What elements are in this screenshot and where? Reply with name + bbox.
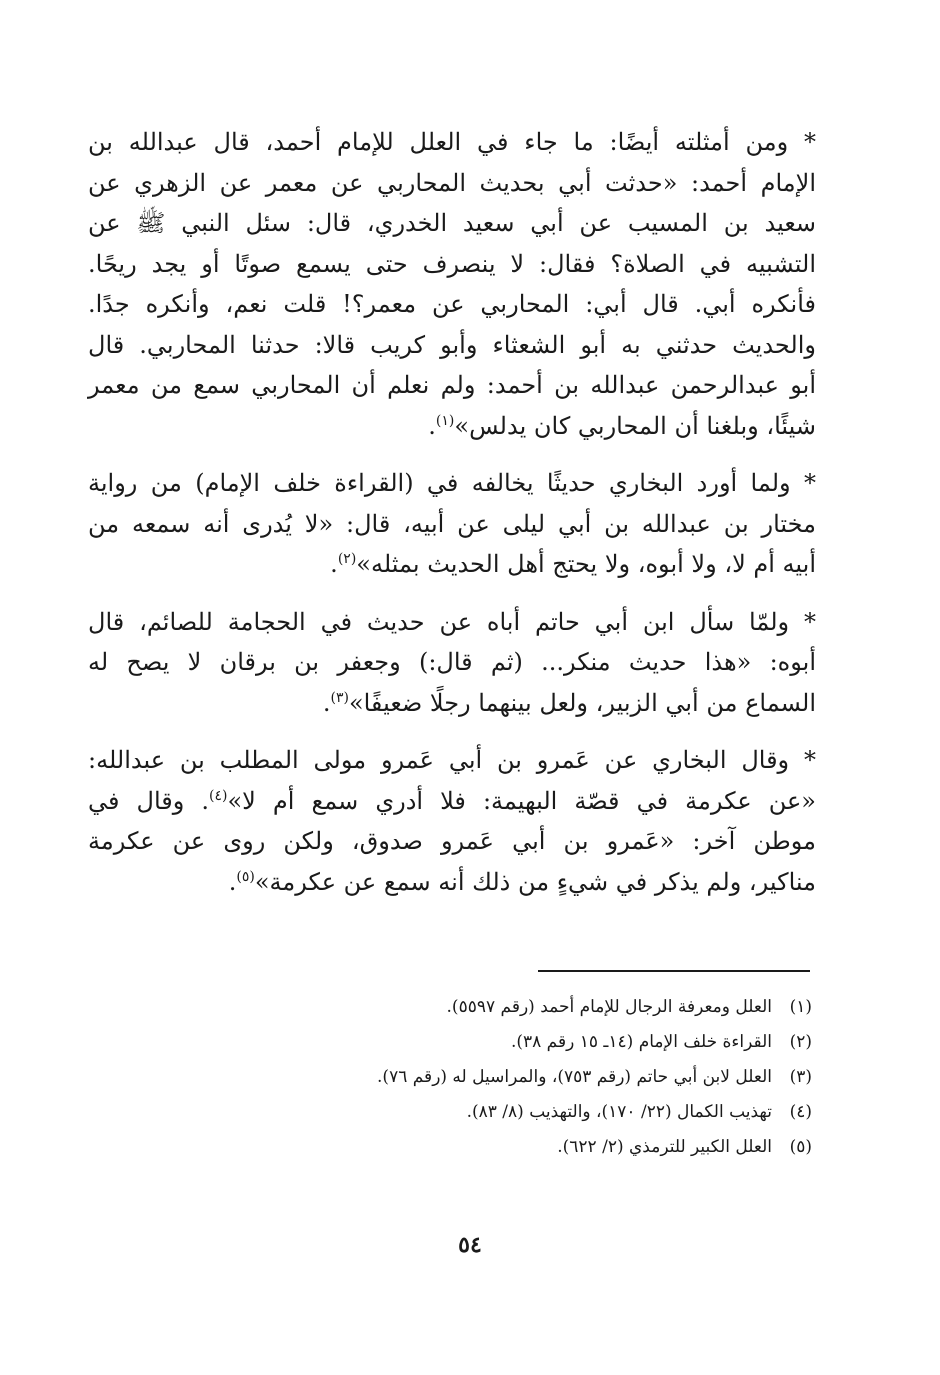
period: . [322, 688, 331, 717]
text-fragment: أبيه أم لا، ولا أبوه، ولا يحتج أهل الحديث بمثله» [356, 550, 816, 578]
footnote-number: (٢) [789, 1032, 812, 1052]
paragraph-2 [88, 463, 816, 585]
paragraph-3 [88, 602, 816, 724]
text-line-last [88, 544, 816, 585]
text-line: مختار بن عبدالله بن أبي ليلى عن أبيه، قال: «لا يُدرى أنه سمعه من [88, 509, 816, 538]
footnote-text: العلل ومعرفة الرجال للإمام أحمد (رقم ٥٥٩٧). [446, 997, 772, 1017]
footnote-ref-4: (٤) [209, 787, 228, 804]
footnote-3 [162, 1060, 812, 1095]
text-fragment: . وقال في [88, 786, 210, 815]
text-fragment: شيئًا، وبلغنا أن المحاربي كان يدلس» [454, 411, 816, 440]
text-line: سعيد بن المسيب عن أبي سعيد الخدري، قال: سئل النبي ﷺ عن [88, 209, 817, 237]
text-fragment: «عن عكرمة في قصّة البهيمة: فلا أدري سمع أم لا» [227, 786, 816, 815]
text-fragment: مناكير، ولم يذكر في شيءٍ من ذلك أنه سمع عن عكرمة» [254, 867, 816, 896]
footnote-number: (٤) [789, 1102, 812, 1122]
paragraph-1 [88, 122, 816, 446]
footnote-text: العلل الكبير للترمذي (٢/ ٦٢٢). [557, 1137, 772, 1157]
footnote-number: (٥) [789, 1137, 812, 1157]
footnote-2 [162, 1025, 812, 1060]
period: . [428, 411, 436, 440]
footnote-text: القراءة خلف الإمام (١٤ـ ١٥ رقم ٣٨). [510, 1032, 772, 1052]
period: . [330, 550, 338, 578]
footnote-number: (١) [789, 997, 812, 1017]
text-line-last [88, 406, 816, 447]
main-text [88, 122, 816, 919]
text-line: الإمام أحمد: «حدثت أبي بحديث المحاربي عن معمر عن الزهري عن [88, 168, 816, 197]
footnote-ref-2: (٢) [337, 551, 357, 567]
text-line: * وقال البخاري عن عَمرو بن أبي عَمرو مولى المطلب بن عبدالله: [88, 746, 816, 774]
footnote-5 [162, 1130, 812, 1165]
text-line: موطن آخر: «عَمرو بن أبي عَمرو صدوق، ولكن روى عن عكرمة [88, 827, 816, 855]
footnote-4 [162, 1095, 812, 1130]
text-line [88, 781, 816, 822]
footnotes [162, 990, 812, 1165]
text-line: التشبيه في الصلاة؟ فقال: لا ينصرف حتى يسمع صوتًا أو يجد ريحًا. [88, 249, 816, 278]
footnote-text: العلل لابن أبي حاتم (رقم ٧٥٣)، والمراسيل له (رقم ٧٦). [377, 1067, 772, 1087]
text-line: فأنكره أبي. قال أبي: المحاربي عن معمر؟! قلت نعم، وأنكره جدًا. [88, 290, 816, 318]
text-line: أبو عبدالرحمن عبدالله بن أحمد: ولم نعلم أن المحاربي سمع من معمر [88, 371, 816, 399]
text-line: * ولما أورد البخاري حديثًا يخالفه في (القراءة خلف الإمام) من رواية [88, 469, 816, 497]
text-line: أبوه: «هذا حديث منكر... (ثم قال:) وجعفر بن برقان لا يصح له [88, 648, 816, 676]
period: . [228, 867, 237, 896]
footnote-ref-1: (١) [435, 412, 455, 429]
page-number: ٥٤ [458, 1232, 482, 1258]
footnote-text: تهذيب الكمال (٢٢/ ١٧٠)، والتهذيب (٨/ ٨٣). [466, 1102, 772, 1122]
text-line: * ولمّا سأل ابن أبي حاتم أباه عن حديث في الحجامة للصائم، قال [88, 607, 816, 636]
text-line: * ومن أمثلته أيضًا: ما جاء في العلل للإمام أحمد، قال عبدالله بن [88, 128, 816, 156]
text-line-last [88, 683, 816, 724]
text-line: والحديث حدثني به أبو الشعثاء وأبو كريب قالا: حدثنا المحاربي. قال [88, 330, 816, 359]
footnote-ref-5: (٥) [236, 868, 255, 885]
footnote-divider [538, 970, 810, 972]
footnote-ref-3: (٣) [330, 689, 349, 706]
footnote-number: (٣) [789, 1067, 812, 1087]
footnote-1 [162, 990, 812, 1025]
text-line-last [88, 862, 816, 903]
paragraph-4 [88, 740, 816, 902]
text-fragment: السماع من أبي الزبير، ولعل بينهما رجلًا ضعيفًا» [348, 688, 816, 717]
